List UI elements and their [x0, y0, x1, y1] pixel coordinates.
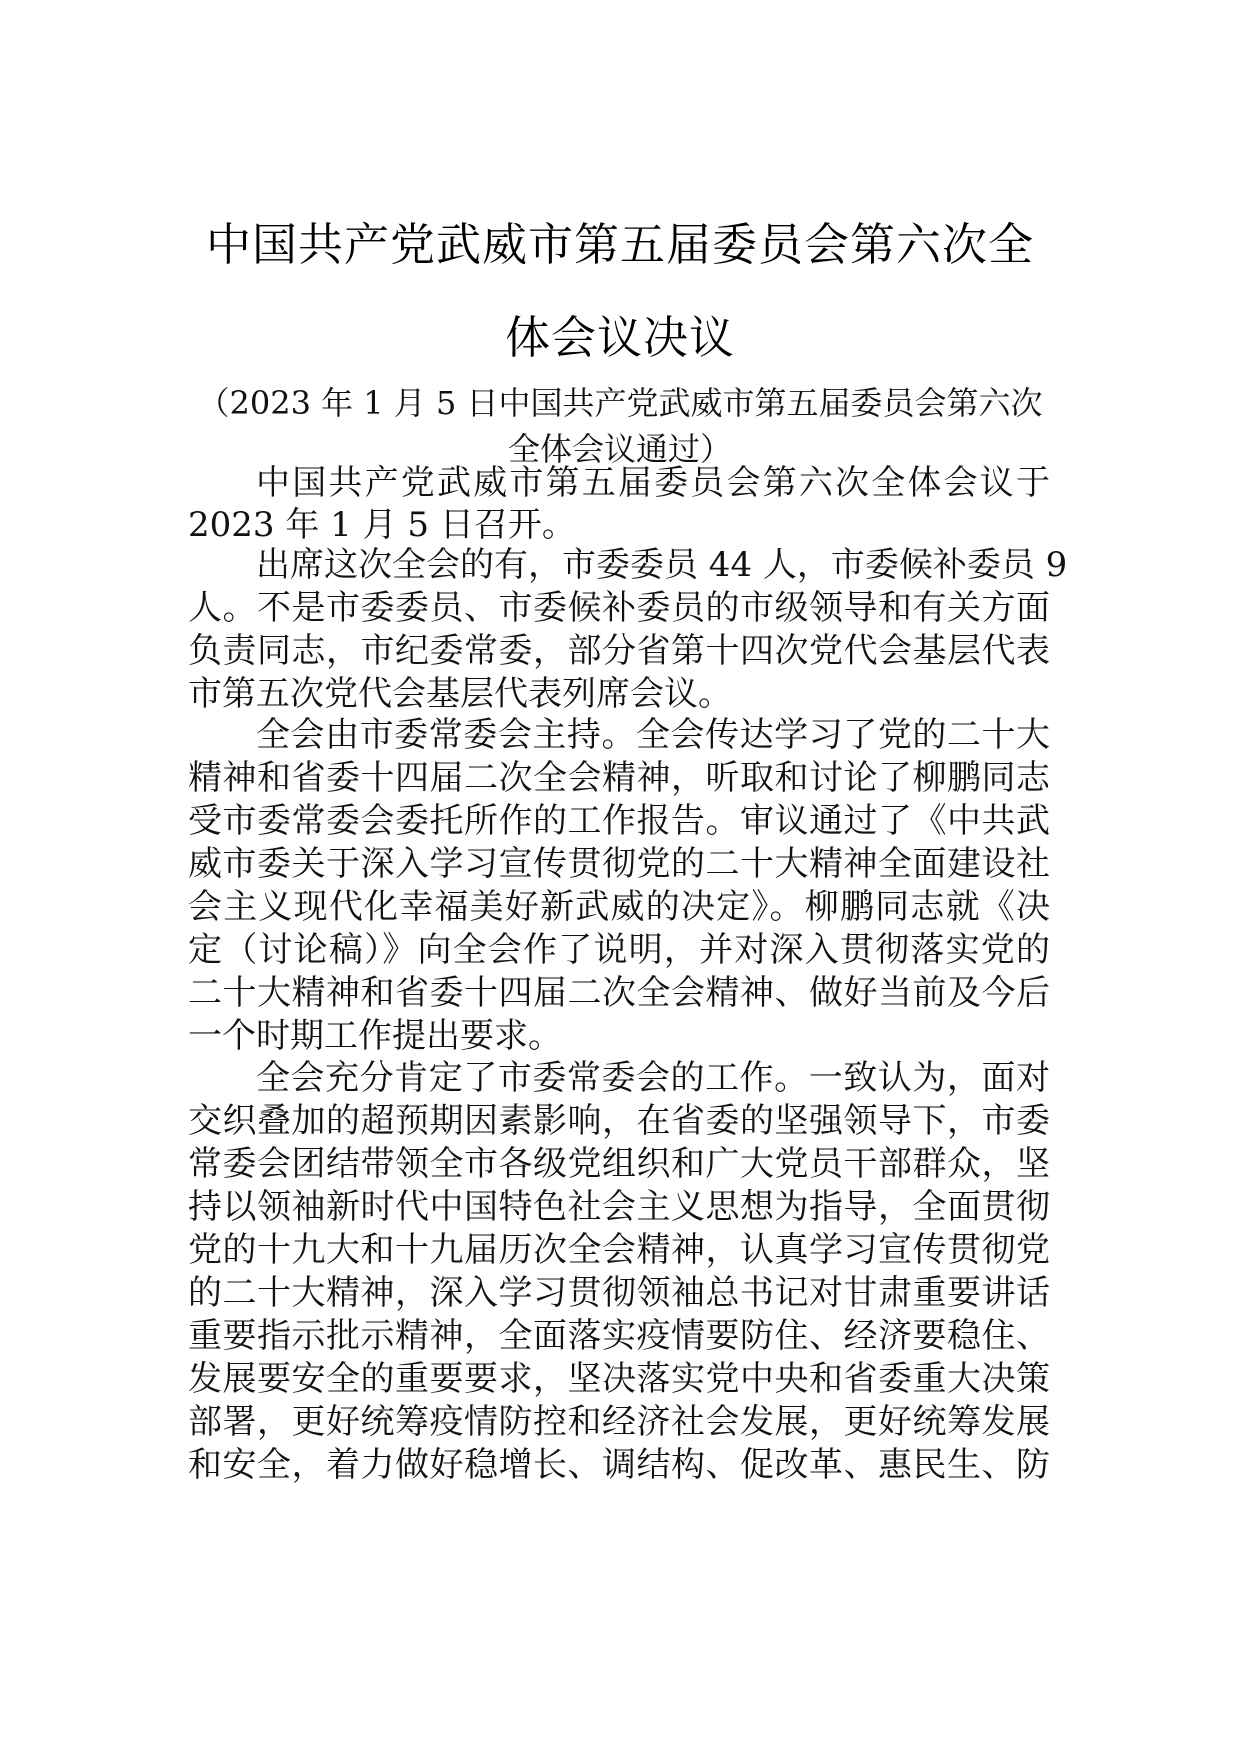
body-text-line: 重要指示批示精神，全面落实疫情要防住、经济要稳住、: [188, 1316, 1050, 1356]
body-text-line: 受市委常委会委托所作的工作报告。审议通过了《中共武: [188, 801, 1050, 841]
body-text-line: 精神和省委十四届二次全会精神，听取和讨论了柳鹏同志: [188, 758, 1050, 798]
document-subtitle-line: （2023 年 1 月 5 日中国共产党武威市第五届委员会第六次: [197, 384, 1043, 422]
body-text-line: 全会由市委常委会主持。全会传达学习了党的二十大: [256, 715, 1050, 755]
body-text-line: 和安全，着力做好稳增长、调结构、促改革、惠民生、防: [188, 1445, 1050, 1485]
body-text-line: 一个时期工作提出要求。: [188, 1016, 562, 1056]
document-subtitle-line: 全体会议通过）: [507, 430, 732, 468]
body-text-line: 二十大精神和省委十四届二次全会精神、做好当前及今后: [188, 973, 1050, 1013]
body-text-line: 2023 年 1 月 5 日召开。: [188, 505, 576, 545]
body-text-line: 部署，更好统筹疫情防控和经济社会发展，更好统筹发展: [188, 1402, 1050, 1442]
body-text-line: 市第五次党代会基层代表列席会议。: [188, 674, 732, 714]
document-title-line: 体会议决议: [504, 311, 735, 364]
body-text-line: 发展要安全的重要要求，坚决落实党中央和省委重大决策: [188, 1359, 1050, 1399]
body-text-line: 负责同志，市纪委常委，部分省第十四次党代会基层代表: [188, 631, 1050, 671]
document-title-line: 中国共产党武威市第五届委员会第六次全: [205, 218, 1034, 271]
body-text-line: 的二十大精神，深入学习贯彻领袖总书记对甘肃重要讲话: [188, 1273, 1050, 1313]
body-text-line: 持以领袖新时代中国特色社会主义思想为指导，全面贯彻: [188, 1187, 1050, 1227]
body-text-line: 常委会团结带领全市各级党组织和广大党员干部群众，坚: [188, 1144, 1050, 1184]
body-text-line: 会主义现代化幸福美好新武威的决定》。柳鹏同志就《决: [188, 887, 1050, 927]
body-text-line: 党的十九大和十九届历次全会精神，认真学习宣传贯彻党: [188, 1230, 1050, 1270]
body-text-line: 交织叠加的超预期因素影响，在省委的坚强领导下，市委: [188, 1101, 1050, 1141]
body-text-line: 定（讨论稿）》向全会作了说明，并对深入贯彻落实党的: [188, 930, 1050, 970]
body-text-line: 全会充分肯定了市委常委会的工作。一致认为，面对: [256, 1058, 1050, 1098]
body-text-line: 中国共产党武威市第五届委员会第六次全体会议于: [256, 463, 1050, 503]
body-text-line: 出席这次全会的有，市委委员 44 人，市委候补委员 9: [256, 545, 1068, 585]
body-text-line: 人。不是市委委员、市委候补委员的市级领导和有关方面: [188, 588, 1050, 628]
body-text-line: 威市委关于深入学习宣传贯彻党的二十大精神全面建设社: [188, 844, 1050, 884]
